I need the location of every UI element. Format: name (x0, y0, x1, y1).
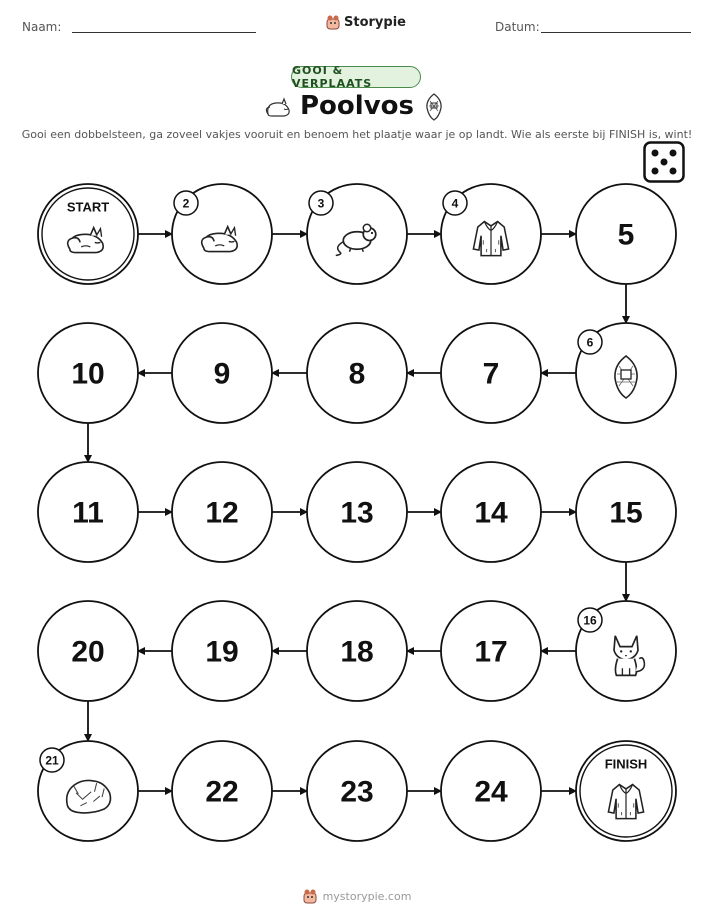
cell-label: START (66, 199, 110, 215)
board-cell (576, 323, 676, 423)
board-cell (307, 741, 407, 841)
brand-name: Storypie (344, 14, 406, 30)
board-cell (307, 601, 407, 701)
board-cells (38, 184, 676, 841)
board-cell (38, 462, 138, 562)
board-cell (172, 601, 272, 701)
cell-number: 5 (617, 218, 635, 252)
footer-url: mystorypie.com (322, 889, 412, 903)
board-cell (576, 462, 676, 562)
board-cell (441, 601, 541, 701)
storypie-logo-icon (303, 888, 317, 904)
cell-number: 4 (451, 196, 459, 211)
cell-label: FINISH (604, 756, 648, 772)
board-cell (576, 184, 676, 284)
cell-number: 3 (317, 196, 325, 211)
cell-number: 22 (205, 775, 239, 809)
board-cell (172, 741, 272, 841)
cell-number: 24 (474, 775, 508, 809)
board-cell (441, 323, 541, 423)
cell-number: 21 (45, 753, 59, 768)
activity-badge: GOOI & VERPLAATS (291, 66, 421, 88)
page-title: Poolvos (300, 91, 414, 121)
name-label: Naam: (22, 20, 62, 34)
cell-number: 19 (205, 635, 239, 669)
board-cell (172, 323, 272, 423)
board-cell (172, 462, 272, 562)
board-cell (172, 184, 272, 284)
rock-icon (67, 780, 111, 812)
cell-number: 18 (340, 635, 374, 669)
board-cell (307, 323, 407, 423)
cell-number: 6 (586, 335, 594, 350)
board-cell (38, 184, 138, 284)
cell-number: 16 (583, 613, 597, 628)
board-cell (38, 741, 138, 841)
board-cell (307, 462, 407, 562)
board-cell (38, 323, 138, 423)
board-cell (576, 601, 676, 701)
cell-number: 11 (72, 496, 104, 530)
cell-number: 9 (213, 357, 231, 391)
date-label: Datum: (495, 20, 540, 34)
board-cell (38, 601, 138, 701)
instructions-text: Gooi een dobbelsteen, ga zoveel vakjes vooruit en benoem het plaatje waar je op landt. Wie als eerste bij FINISH is, wint! (21, 128, 693, 141)
cell-number: 12 (205, 496, 239, 530)
cell-number: 8 (348, 357, 366, 391)
fur-coat-icon (473, 222, 508, 256)
cell-number: 7 (482, 357, 500, 391)
board-cell (441, 184, 541, 284)
board-cell (441, 462, 541, 562)
board-cell (441, 741, 541, 841)
board-cell (576, 741, 676, 841)
cell-number: 14 (474, 496, 508, 530)
cell-number: 15 (609, 496, 643, 530)
footer (0, 888, 714, 904)
cell-number: 20 (71, 635, 105, 669)
fur-coat-icon (608, 785, 643, 819)
cell-number: 17 (474, 635, 508, 669)
cell-number: 13 (340, 496, 374, 530)
cell-number: 2 (182, 196, 190, 211)
cell-number: 10 (71, 357, 105, 391)
board-cell (307, 184, 407, 284)
cell-number: 23 (340, 775, 374, 809)
